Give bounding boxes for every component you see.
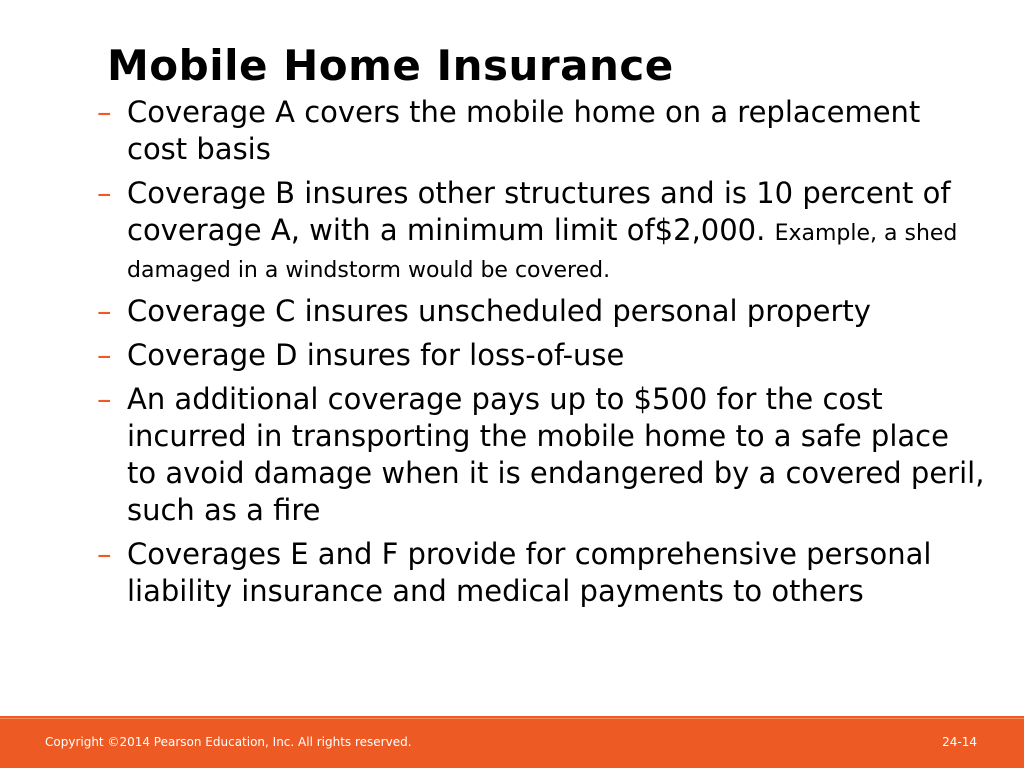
bullet-dash: –	[97, 537, 112, 571]
bullet-text: Coverages E and F provide for comprehensive personal liability insurance and medical payments to others	[127, 537, 932, 608]
bullet-item-coverage-a	[95, 94, 985, 168]
bullet-item-additional-coverage	[95, 381, 985, 529]
bullet-dash: –	[97, 294, 112, 328]
slide-title: Mobile Home Insurance	[107, 41, 674, 90]
bullet-dash: –	[97, 382, 112, 416]
bullet-list	[95, 94, 985, 617]
bullet-text: Coverage D insures for loss-of-use	[127, 338, 625, 372]
footer-divider	[0, 718, 1024, 719]
bullet-text: Coverage B insures other structures and is 10 percent of coverage A, with a minimum limit of$2,000.	[127, 176, 951, 247]
bullet-dash: –	[97, 176, 112, 210]
bullet-text: An additional coverage pays up to $500 for the cost incurred in transporting the mobile home to a safe place to avoid damage when it is endangered by a covered peril, such as a fire	[127, 382, 985, 527]
bullet-text: Coverage C insures unscheduled personal property	[127, 294, 871, 328]
bullet-item-coverage-b	[95, 175, 985, 286]
slide-number: 24-14	[942, 735, 977, 749]
bullet-dash: –	[97, 338, 112, 372]
bullet-item-coverage-c	[95, 293, 985, 330]
copyright-text: Copyright ©2014 Pearson Education, Inc. All rights reserved.	[45, 735, 412, 749]
slide-footer	[0, 716, 1024, 768]
bullet-item-coverage-e-f	[95, 536, 985, 610]
bullet-example-text: Example, a shed damaged in a windstorm would be covered.	[127, 221, 958, 283]
bullet-item-coverage-d	[95, 337, 985, 374]
bullet-text: Coverage A covers the mobile home on a replacement cost basis	[127, 95, 921, 166]
bullet-dash: –	[97, 95, 112, 129]
